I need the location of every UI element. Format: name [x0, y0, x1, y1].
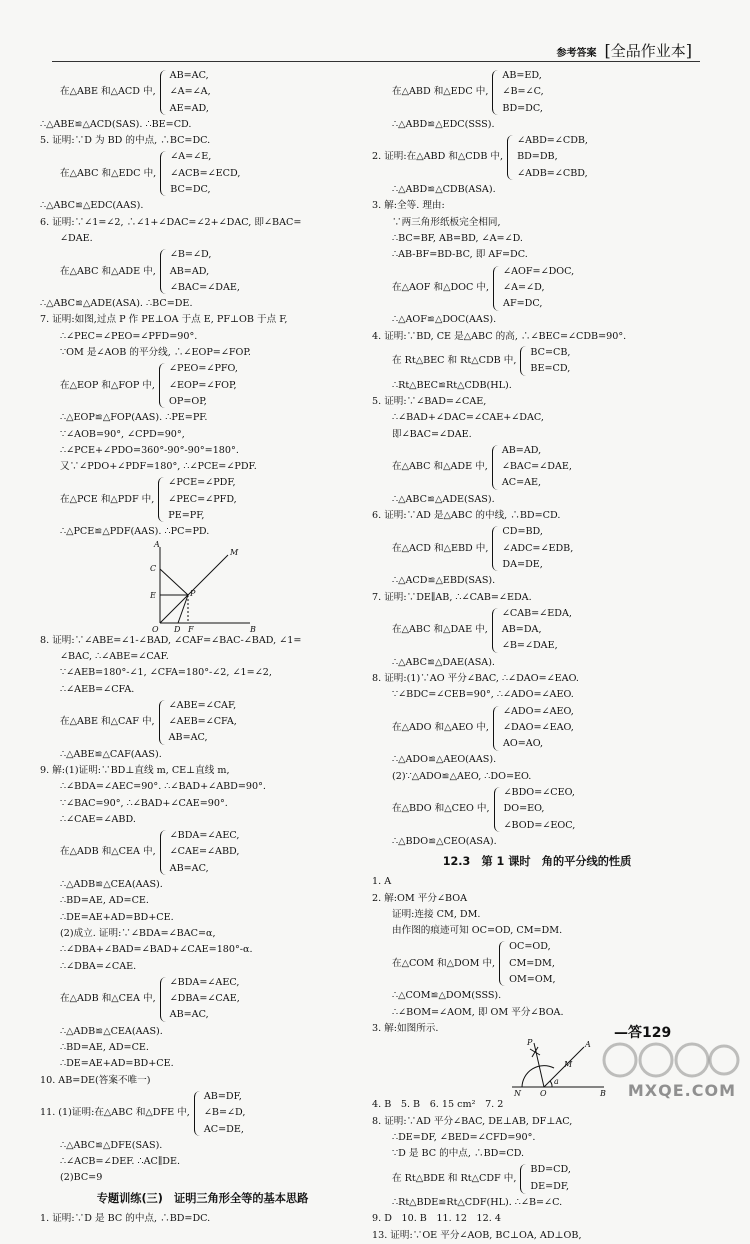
text-line: ∴BD=AE, AD=CE.	[60, 895, 149, 907]
text-line: ∴△ABC≌△ADE(ASA). ∴BC=DE.	[40, 298, 193, 310]
system-conditions	[170, 247, 240, 296]
brace-symbol	[493, 706, 500, 751]
condition-line: ∠ABE=∠CAF,	[168, 699, 237, 711]
section-heading: 12.3 第 1 课时 角的平分线的性质	[442, 855, 632, 869]
condition-line: CD=BD,	[502, 526, 543, 538]
text-line: ∴∠PEC=∠PEO=∠PFD=90°.	[60, 330, 198, 342]
condition-line: ∠ADB=∠CBD,	[517, 167, 588, 179]
brace-system	[372, 785, 702, 834]
system-lead: 2. 证明:在△ABD 和△CDB 中,	[372, 151, 504, 163]
system-lead: 在 Rt△BEC 和 Rt△CDB 中,	[392, 355, 517, 367]
brace-system	[40, 975, 365, 1024]
text-line: ∴△ABE≌△CAF(AAS).	[60, 748, 162, 760]
system-conditions	[503, 264, 574, 313]
condition-line: ∠AOF=∠DOC,	[503, 265, 575, 277]
fig1-label-e: E	[150, 590, 156, 600]
brace-symbol	[499, 941, 506, 986]
text-line: 4. 证明:∵BD, CE 是△ABC 的高, ∴∠BEC=∠CDB=90°.	[372, 330, 627, 342]
fig2-label-n: N	[514, 1089, 521, 1098]
condition-line: ∠DAO=∠EAO,	[502, 721, 574, 733]
condition-line: ∠ABD=∠CDB,	[517, 135, 588, 147]
system-conditions	[170, 828, 240, 877]
fig2-label-a: A	[585, 1040, 591, 1050]
system-lead: 在△ABC 和△DAE 中,	[392, 624, 488, 636]
brace-system	[372, 704, 702, 753]
condition-line: BC=DC,	[170, 184, 211, 196]
text-line: ∴∠BOM=∠AOM, 即 OM 平分∠BOA.	[392, 1006, 564, 1018]
text-line: ∴DE=AE+AD=BD+CE.	[60, 911, 174, 923]
system-conditions	[503, 704, 574, 753]
system-lead: 在△ABC 和△ADE 中,	[392, 461, 488, 473]
system-lead: 在△ABC 和△ADE 中,	[60, 265, 156, 277]
brace-symbol	[492, 608, 499, 653]
text-line: ∴△ADB≌△CEA(AAS).	[60, 879, 163, 891]
system-conditions	[168, 475, 236, 524]
brace-symbol	[160, 977, 167, 1022]
text-line: 证明:连接 CM, DM.	[392, 908, 481, 920]
text-line: ∴△BDO≌△CEO(ASA).	[392, 835, 497, 847]
text-line: ∠BAC, ∴∠ABE=∠CAF.	[60, 650, 169, 662]
system-lead: 在△COM 和△DOM 中,	[392, 957, 496, 969]
system-conditions	[170, 149, 240, 198]
text-line: (2)∵△ADO≌△AEO, ∴DO=EO.	[392, 770, 532, 782]
text-line: ∴△AOF≌△DOC(AAS).	[392, 314, 497, 326]
condition-line: BD=DC,	[502, 102, 543, 114]
condition-line: ∠EOP=∠FOP,	[169, 379, 237, 391]
text-line: ∴∠DBA=∠CAE.	[60, 960, 137, 972]
text-line: 1. 证明:∵D 是 BC 的中点, ∴BD=DC.	[40, 1212, 211, 1224]
fig2-label-m: M	[564, 1060, 573, 1070]
condition-line: AB=ED,	[502, 70, 542, 81]
system-lead: 在△ABC 和△EDC 中,	[60, 167, 157, 179]
fig2-label-p: P	[527, 1038, 533, 1048]
brace-symbol	[492, 445, 499, 490]
brace-symbol	[158, 477, 165, 522]
condition-line: ∠BDO=∠CEO,	[503, 787, 575, 799]
system-conditions	[502, 68, 543, 117]
text-line: 即∠BAC=∠DAE.	[392, 428, 472, 440]
condition-line: ∠B=∠D,	[169, 249, 212, 261]
system-lead: 在△EOP 和△FOP 中,	[60, 379, 155, 391]
condition-line: ∠A=∠A,	[169, 86, 211, 98]
fig1-label-o: O	[152, 624, 159, 633]
text-line: ∴∠BDA=∠AEC=90°. ∴∠BAD+∠ABD=90°.	[60, 781, 266, 793]
fig2-label-o: O	[540, 1089, 547, 1098]
text-line: 7. 证明:∵DE∥AB, ∴∠CAB=∠EDA.	[372, 591, 532, 603]
condition-line: BD=DB,	[517, 151, 558, 163]
fig1-label-m: M	[230, 547, 239, 557]
text-line: ∴BC=BF, AB=BD, ∠A=∠D.	[392, 232, 523, 244]
system-conditions	[170, 68, 211, 117]
text-line: ∴△ABC≌△EDC(AAS).	[40, 200, 144, 212]
system-lead: 在 Rt△BDE 和 Rt△CDF 中,	[392, 1172, 517, 1184]
text-line: ∵∠AEB=180°-∠1, ∠CFA=180°-∠2, ∠1=∠2,	[60, 667, 272, 679]
brace-symbol	[492, 70, 499, 115]
system-lead: 在△ABE 和△ACD 中,	[60, 86, 156, 98]
text-line: 3. 解:全等. 理由:	[372, 200, 445, 212]
text-line: (2)成立. 证明:∵∠BDA=∠BAC=α,	[60, 927, 216, 939]
system-conditions	[502, 524, 573, 573]
text-line: ∴∠PCE+∠PDO=360°-90°-90°=180°.	[60, 444, 239, 456]
condition-line: BC=CB,	[530, 347, 571, 359]
brace-system	[372, 133, 702, 182]
brace-system	[40, 149, 365, 198]
text-line: ∴∠DBA+∠BAD=∠BAD+∠CAE=180°-α.	[60, 944, 253, 956]
brace-symbol	[159, 363, 166, 408]
fig1-label-f: F	[188, 624, 194, 633]
condition-line: ∠PEO=∠PFO,	[169, 363, 238, 375]
system-conditions	[530, 345, 570, 378]
text-line: 7. 证明:如图,过点 P 作 PE⊥OA 于点 E, PF⊥OB 于点 F,	[40, 314, 288, 326]
brace-system	[372, 68, 702, 117]
brace-system	[372, 606, 702, 655]
text-line: ∴∠AEB=∠CFA.	[60, 683, 135, 695]
system-conditions	[502, 606, 572, 655]
brace-system	[40, 247, 365, 296]
brace-symbol	[160, 249, 167, 294]
page-header	[556, 40, 692, 61]
brace-symbol	[492, 526, 499, 571]
brace-system	[372, 1162, 702, 1195]
system-lead: 在△ADO 和△AEO 中,	[392, 721, 489, 733]
condition-line: AB=AC,	[169, 862, 209, 874]
condition-line: ∠AEB=∠CFA,	[168, 716, 237, 728]
text-line: 10. AB=DE(答案不唯一)	[40, 1074, 151, 1086]
condition-line: ∠A=∠E,	[170, 151, 212, 163]
brace-system	[40, 475, 365, 524]
watermark-logo	[592, 1034, 742, 1104]
brace-symbol	[507, 135, 514, 180]
text-line: ∴△COM≌△DOM(SSS).	[392, 990, 502, 1002]
condition-line: ∠B=∠D,	[203, 1107, 246, 1119]
text-line: ∴△ABC≌△ADE(SAS).	[392, 493, 495, 505]
system-conditions	[170, 975, 240, 1024]
text-line: ∴∠BAD+∠DAC=∠CAE+∠DAC,	[392, 412, 544, 424]
system-conditions	[502, 443, 572, 492]
condition-line: OC=OD,	[509, 941, 551, 953]
system-lead: 11. (1)证明:在△ABC 和△DFE 中,	[40, 1107, 190, 1119]
left-column	[40, 68, 365, 1227]
brace-system	[40, 68, 365, 117]
section-heading: 专题训练(三) 证明三角形全等的基本思路	[96, 1191, 309, 1205]
text-line: 4. B 5. B 6. 15 cm² 7. 2	[372, 1099, 504, 1111]
text-line: ∴Rt△BEC≌Rt△CDB(HL).	[392, 379, 512, 391]
condition-line: ∠BDA=∠AEC,	[169, 830, 240, 842]
condition-line: ∠BDA=∠AEC,	[169, 976, 240, 988]
brace-symbol	[520, 346, 527, 376]
brace-symbol	[160, 151, 167, 196]
condition-line: DA=DE,	[502, 558, 543, 570]
text-line: ∴△ABC≌△DFE(SAS).	[60, 1139, 163, 1151]
condition-line: ∠A=∠D,	[503, 281, 545, 293]
system-conditions	[517, 133, 588, 182]
header-brand: [全品作业本]	[604, 41, 692, 60]
text-line: 5. 证明:∵∠BAD=∠CAE,	[372, 395, 487, 407]
text-line: ∴DE=AE+AD=BD+CE.	[60, 1058, 174, 1070]
text-line: ∴△ABD≌△EDC(SSS).	[392, 118, 495, 130]
brace-system	[40, 828, 365, 877]
condition-line: OM=OM,	[509, 974, 556, 986]
text-line: 由作图的痕迹可知 OC=OD, CM=DM.	[392, 925, 563, 937]
condition-line: BE=CD,	[530, 363, 571, 375]
condition-line: DE=DF,	[530, 1180, 570, 1192]
brace-symbol	[159, 700, 166, 745]
text-line: 9. 解:(1)证明:∵BD⊥直线 m, CE⊥直线 m,	[40, 764, 230, 776]
text-line: ∵两三角形纸板完全相同,	[392, 216, 501, 228]
condition-line: AB=AC,	[169, 70, 209, 81]
condition-line: AB=AD,	[169, 265, 210, 277]
text-line: 13. 证明:∵OE 平分∠AOB, BC⊥OA, AD⊥OB,	[372, 1229, 582, 1241]
text-line: ∴△ABE≌△ACD(SAS). ∴BE=CD.	[40, 118, 192, 130]
brace-symbol	[160, 830, 167, 875]
header-rule	[52, 61, 700, 62]
text-line: 2. 解:OM 平分∠BOA	[372, 892, 468, 904]
brace-symbol	[520, 1164, 527, 1194]
text-line: (2)BC=9	[60, 1172, 103, 1184]
system-lead: 在△BDO 和△CEO 中,	[392, 803, 490, 815]
system-conditions	[530, 1162, 571, 1195]
fig2-label-alpha: a	[554, 1077, 559, 1087]
condition-line: ∠CAE=∠ABD,	[169, 846, 240, 858]
condition-line: AB=AC,	[169, 1009, 209, 1021]
fig1-label-d: D	[174, 624, 181, 633]
condition-line: BD=CD,	[530, 1164, 571, 1176]
text-line: ∴∠CAE=∠ABD.	[60, 813, 136, 825]
brace-system	[40, 698, 365, 747]
header-label: 参考答案	[556, 48, 597, 59]
condition-line: ∠BAC=∠DAE,	[169, 281, 240, 293]
condition-line: OP=OP,	[169, 395, 207, 407]
text-line: ∴△ABC≌△DAE(ASA).	[392, 656, 495, 668]
system-conditions	[169, 698, 237, 747]
text-line: ∴△ABD≌△CDB(ASA).	[392, 184, 496, 196]
condition-line: ∠PCE=∠PDF,	[168, 477, 236, 489]
system-lead: 在△AOF 和△DOC 中,	[392, 281, 490, 293]
text-line: 6. 证明:∵AD 是△ABC 的中线, ∴BD=CD.	[372, 510, 561, 522]
figure-angle-bisector-proof	[150, 541, 260, 633]
condition-line: AF=DC,	[503, 298, 543, 310]
condition-line: ∠BAC=∠DAE,	[501, 461, 572, 473]
condition-line: AB=DF,	[203, 1090, 242, 1102]
text-line: ∴△PCE≌△PDF(AAS). ∴PC=PD.	[60, 526, 210, 538]
system-lead: 在△ADB 和△CEA 中,	[60, 993, 156, 1005]
brace-symbol	[493, 266, 500, 311]
condition-line: ∠B=∠C,	[502, 86, 544, 98]
condition-line: ∠ADC=∠EDB,	[502, 542, 574, 554]
condition-line: ∠BOD=∠EOC,	[503, 819, 576, 831]
text-line: ∴DE=DF, ∠BED=∠CFD=90°.	[392, 1131, 536, 1143]
condition-line: AE=AD,	[169, 102, 209, 114]
page-number: —答129	[614, 1025, 672, 1041]
condition-line: ∠DBA=∠CAE,	[169, 993, 240, 1005]
condition-line: AB=DA,	[501, 624, 542, 636]
system-conditions	[204, 1089, 246, 1138]
condition-line: ∠PEC=∠PFD,	[168, 493, 237, 505]
condition-line: PE=PF,	[168, 510, 205, 522]
text-line: 8. 证明:(1)∵AO 平分∠BAC, ∴∠DAO=∠EAO.	[372, 672, 579, 684]
fig1-label-a: A	[154, 540, 160, 549]
text-line: ∵OM 是∠AOB 的平分线, ∴∠EOP=∠FOP.	[60, 347, 251, 359]
system-conditions	[169, 361, 238, 410]
fig2-label-b: B	[600, 1089, 606, 1098]
text-line: ∠DAE.	[60, 232, 93, 244]
text-line: 6. 证明:∵∠1=∠2, ∴∠1+∠DAC=∠2+∠DAC, 即∠BAC=	[40, 216, 302, 228]
system-lead: 在△ACD 和△EBD 中,	[392, 542, 489, 554]
text-line: 1. A	[372, 876, 392, 888]
brace-system	[40, 361, 365, 410]
text-line: 8. 证明:∵∠ABE=∠1-∠BAD, ∠CAF=∠BAC-∠BAD, ∠1=	[40, 634, 302, 646]
text-line: ∵D 是 BC 的中点, ∴BD=CD.	[392, 1148, 525, 1160]
brace-system	[372, 345, 702, 378]
condition-line: CM=DM,	[509, 957, 555, 969]
brace-system	[40, 1089, 365, 1138]
text-line: ∴BD=AE, AD=CE.	[60, 1042, 149, 1054]
system-lead: 在△ADB 和△CEA 中,	[60, 846, 156, 858]
text-line: ∴△ACD≌△EBD(SAS).	[392, 575, 496, 587]
system-lead: 在△PCE 和△PDF 中,	[60, 493, 155, 505]
brace-system	[372, 524, 702, 573]
condition-line: AB=AC,	[168, 732, 208, 744]
brace-system	[372, 264, 702, 313]
text-line: ∴AB-BF=BD-BC, 即 AF=DC.	[392, 249, 528, 261]
condition-line: AC=DE,	[203, 1123, 244, 1135]
watermark-text: MXQE.COM	[627, 1081, 736, 1100]
system-conditions	[509, 939, 555, 988]
system-lead: 在△ABE 和△CAF 中,	[60, 716, 155, 728]
text-line: ∴∠ACB=∠DEF. ∴AC∥DE.	[60, 1156, 181, 1168]
fig1-label-c: C	[150, 563, 157, 573]
text-line: ∵∠BAC=90°, ∴∠BAD+∠CAE=90°.	[60, 797, 228, 809]
text-line: 又∵∠PDO+∠PDF=180°, ∴∠PCE=∠PDF.	[60, 461, 257, 473]
text-line: 5. 证明:∵D 为 BD 的中点, ∴BC=DC.	[40, 135, 211, 147]
system-lead: 在△ABD 和△EDC 中,	[392, 86, 489, 98]
system-conditions	[504, 785, 576, 834]
text-line: ∴△EOP≌△FOP(AAS). ∴PE=PF.	[60, 412, 208, 424]
fig1-label-b: B	[250, 624, 256, 633]
text-line: ∵∠BDC=∠CEB=90°, ∴∠ADO=∠AEO.	[392, 689, 574, 701]
condition-line: ∠ADO=∠AEO,	[502, 705, 574, 717]
text-line: 9. D 10. B 11. 12 12. 4	[372, 1213, 501, 1225]
brace-system	[372, 443, 702, 492]
brace-symbol	[494, 787, 501, 832]
brace-symbol	[194, 1091, 201, 1136]
text-line: ∴△ADO≌△AEO(AAS).	[392, 754, 497, 766]
text-line: 3. 解:如图所示.	[372, 1022, 439, 1034]
text-line: ∴Rt△BDE≌Rt△CDF(HL). ∴∠B=∠C.	[392, 1197, 563, 1208]
brace-symbol	[160, 70, 167, 115]
fig1-label-p: P	[190, 588, 196, 598]
text-line: ∴△ADB≌△CEA(AAS).	[60, 1025, 163, 1037]
condition-line: AB=AD,	[501, 444, 542, 456]
condition-line: AO=AO,	[502, 738, 544, 750]
condition-line: ∠CAB=∠EDA,	[501, 607, 572, 619]
condition-line: ∠ACB=∠ECD,	[170, 167, 241, 179]
brace-system	[372, 939, 702, 988]
text-line: 8. 证明:∵AD 平分∠BAC, DE⊥AB, DF⊥AC,	[372, 1115, 573, 1127]
text-line: ∵∠AOB=90°, ∠CPD=90°,	[60, 428, 185, 440]
condition-line: ∠B=∠DAE,	[501, 640, 558, 652]
condition-line: AC=AE,	[501, 477, 542, 489]
condition-line: DO=EO,	[503, 803, 545, 815]
